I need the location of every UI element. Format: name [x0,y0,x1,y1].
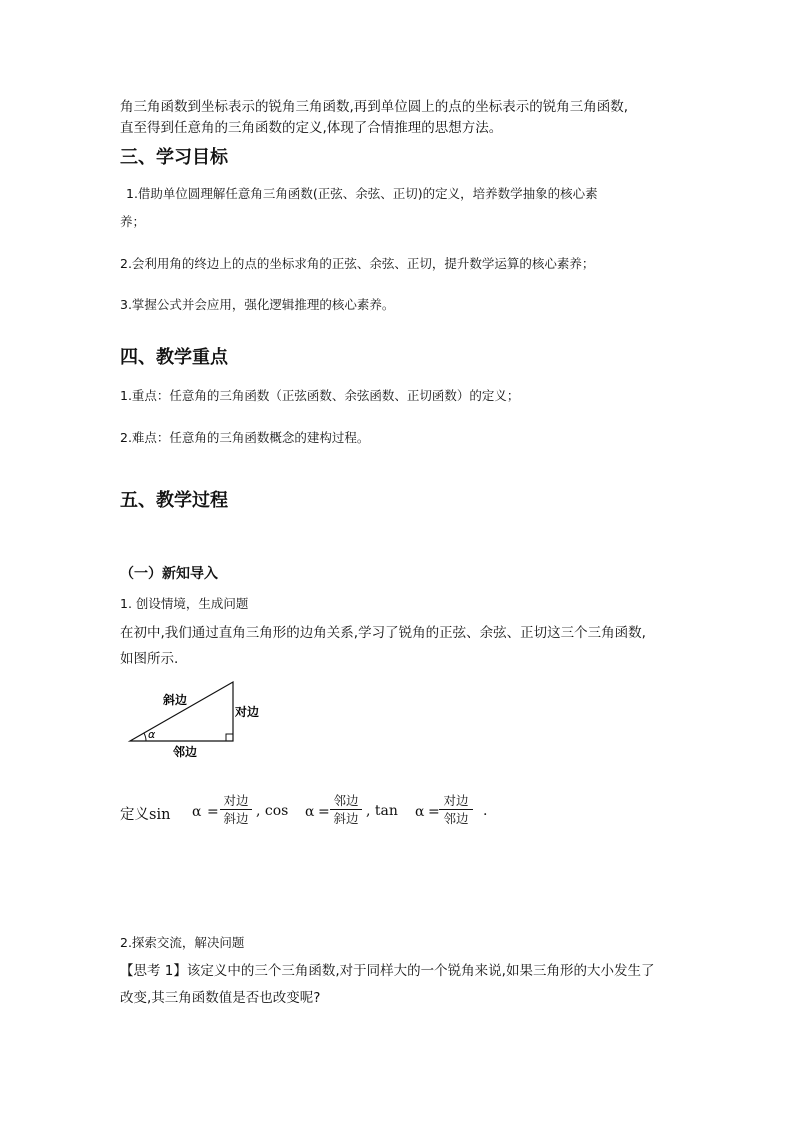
cos-fraction [330,793,362,826]
cos-denominator: 斜边 [333,811,359,826]
key-point-1: 1.重点：任意角的三角函数（正弦函数、余弦函数、正切函数）的定义； [120,388,520,403]
intro-line-1: 角三角函数到坐标表示的锐角三角函数,再到单位圆上的点的坐标表示的锐角三角函数, [120,99,629,115]
sin-fraction [220,793,252,826]
step-2-title: 2.探索交流，解决问题 [120,935,245,950]
right-angle-mark [226,734,233,741]
section-heading-teaching-process: 五、教学过程 [120,490,228,511]
right-triangle-figure [120,676,270,760]
angle-arc [144,733,146,741]
cos-label: , cos [256,803,289,819]
tan-denominator: 邻边 [443,811,469,826]
sin-alpha: α [192,804,202,820]
paragraph-line-2: 如图所示. [120,651,179,667]
alpha-label: α [148,728,156,741]
sin-denominator: 斜边 [223,811,249,826]
sin-fraction-bar [220,809,252,810]
sin-numerator: 对边 [223,793,249,808]
adjacent-label: 邻边 [173,745,198,759]
hypotenuse-label: 斜边 [163,693,188,707]
opposite-label: 对边 [235,705,260,719]
section-heading-learning-goals: 三、学习目标 [120,147,228,168]
goal-item-1-line-1: 1.借助单位圆理解任意角三角函数(正弦、余弦、正切)的定义，培养数学抽象的核心素 [126,186,598,201]
subheading-new-knowledge: （一）新知导入 [120,566,218,582]
tan-alpha: α [415,804,425,820]
tan-fraction [439,793,473,826]
tan-fraction-bar [439,809,473,810]
key-point-2: 2.难点：任意角的三角函数概念的建构过程。 [120,430,370,445]
cos-equals: = [318,804,330,820]
goal-item-3: 3.掌握公式并会应用，强化逻辑推理的核心素养。 [120,297,395,312]
section-heading-key-points: 四、教学重点 [120,347,228,368]
intro-line-2: 直至得到任意角的三角函数的定义,体现了合情推理的思想方法。 [120,120,503,136]
goal-item-2: 2.会利用角的终边上的点的坐标求角的正弦、余弦、正切，提升数学运算的核心素养； [120,256,595,271]
sin-equals: = [207,804,219,820]
cos-numerator: 邻边 [333,793,359,808]
paragraph-line-1: 在初中,我们通过直角三角形的边角关系,学习了锐角的正弦、余弦、正切这三个三角函数, [120,625,646,641]
tan-equals: = [428,804,440,820]
step-1-title: 1. 创设情境，生成问题 [120,596,249,611]
definition-prefix: 定义sin [120,807,171,823]
definition-end: . [483,803,488,819]
think-1-line-1: 【思考 1】该定义中的三个三角函数,对于同样大的一个锐角来说,如果三角形的大小发生了 [120,963,655,979]
cos-fraction-bar [330,809,362,810]
tan-label: , tan [366,803,398,819]
goal-item-1-line-2: 养； [120,214,146,229]
triangle-outline [130,682,233,741]
cos-alpha: α [305,804,315,820]
think-1-line-2: 改变,其三角函数值是否也改变呢? [120,990,321,1006]
tan-numerator: 对边 [443,793,469,808]
